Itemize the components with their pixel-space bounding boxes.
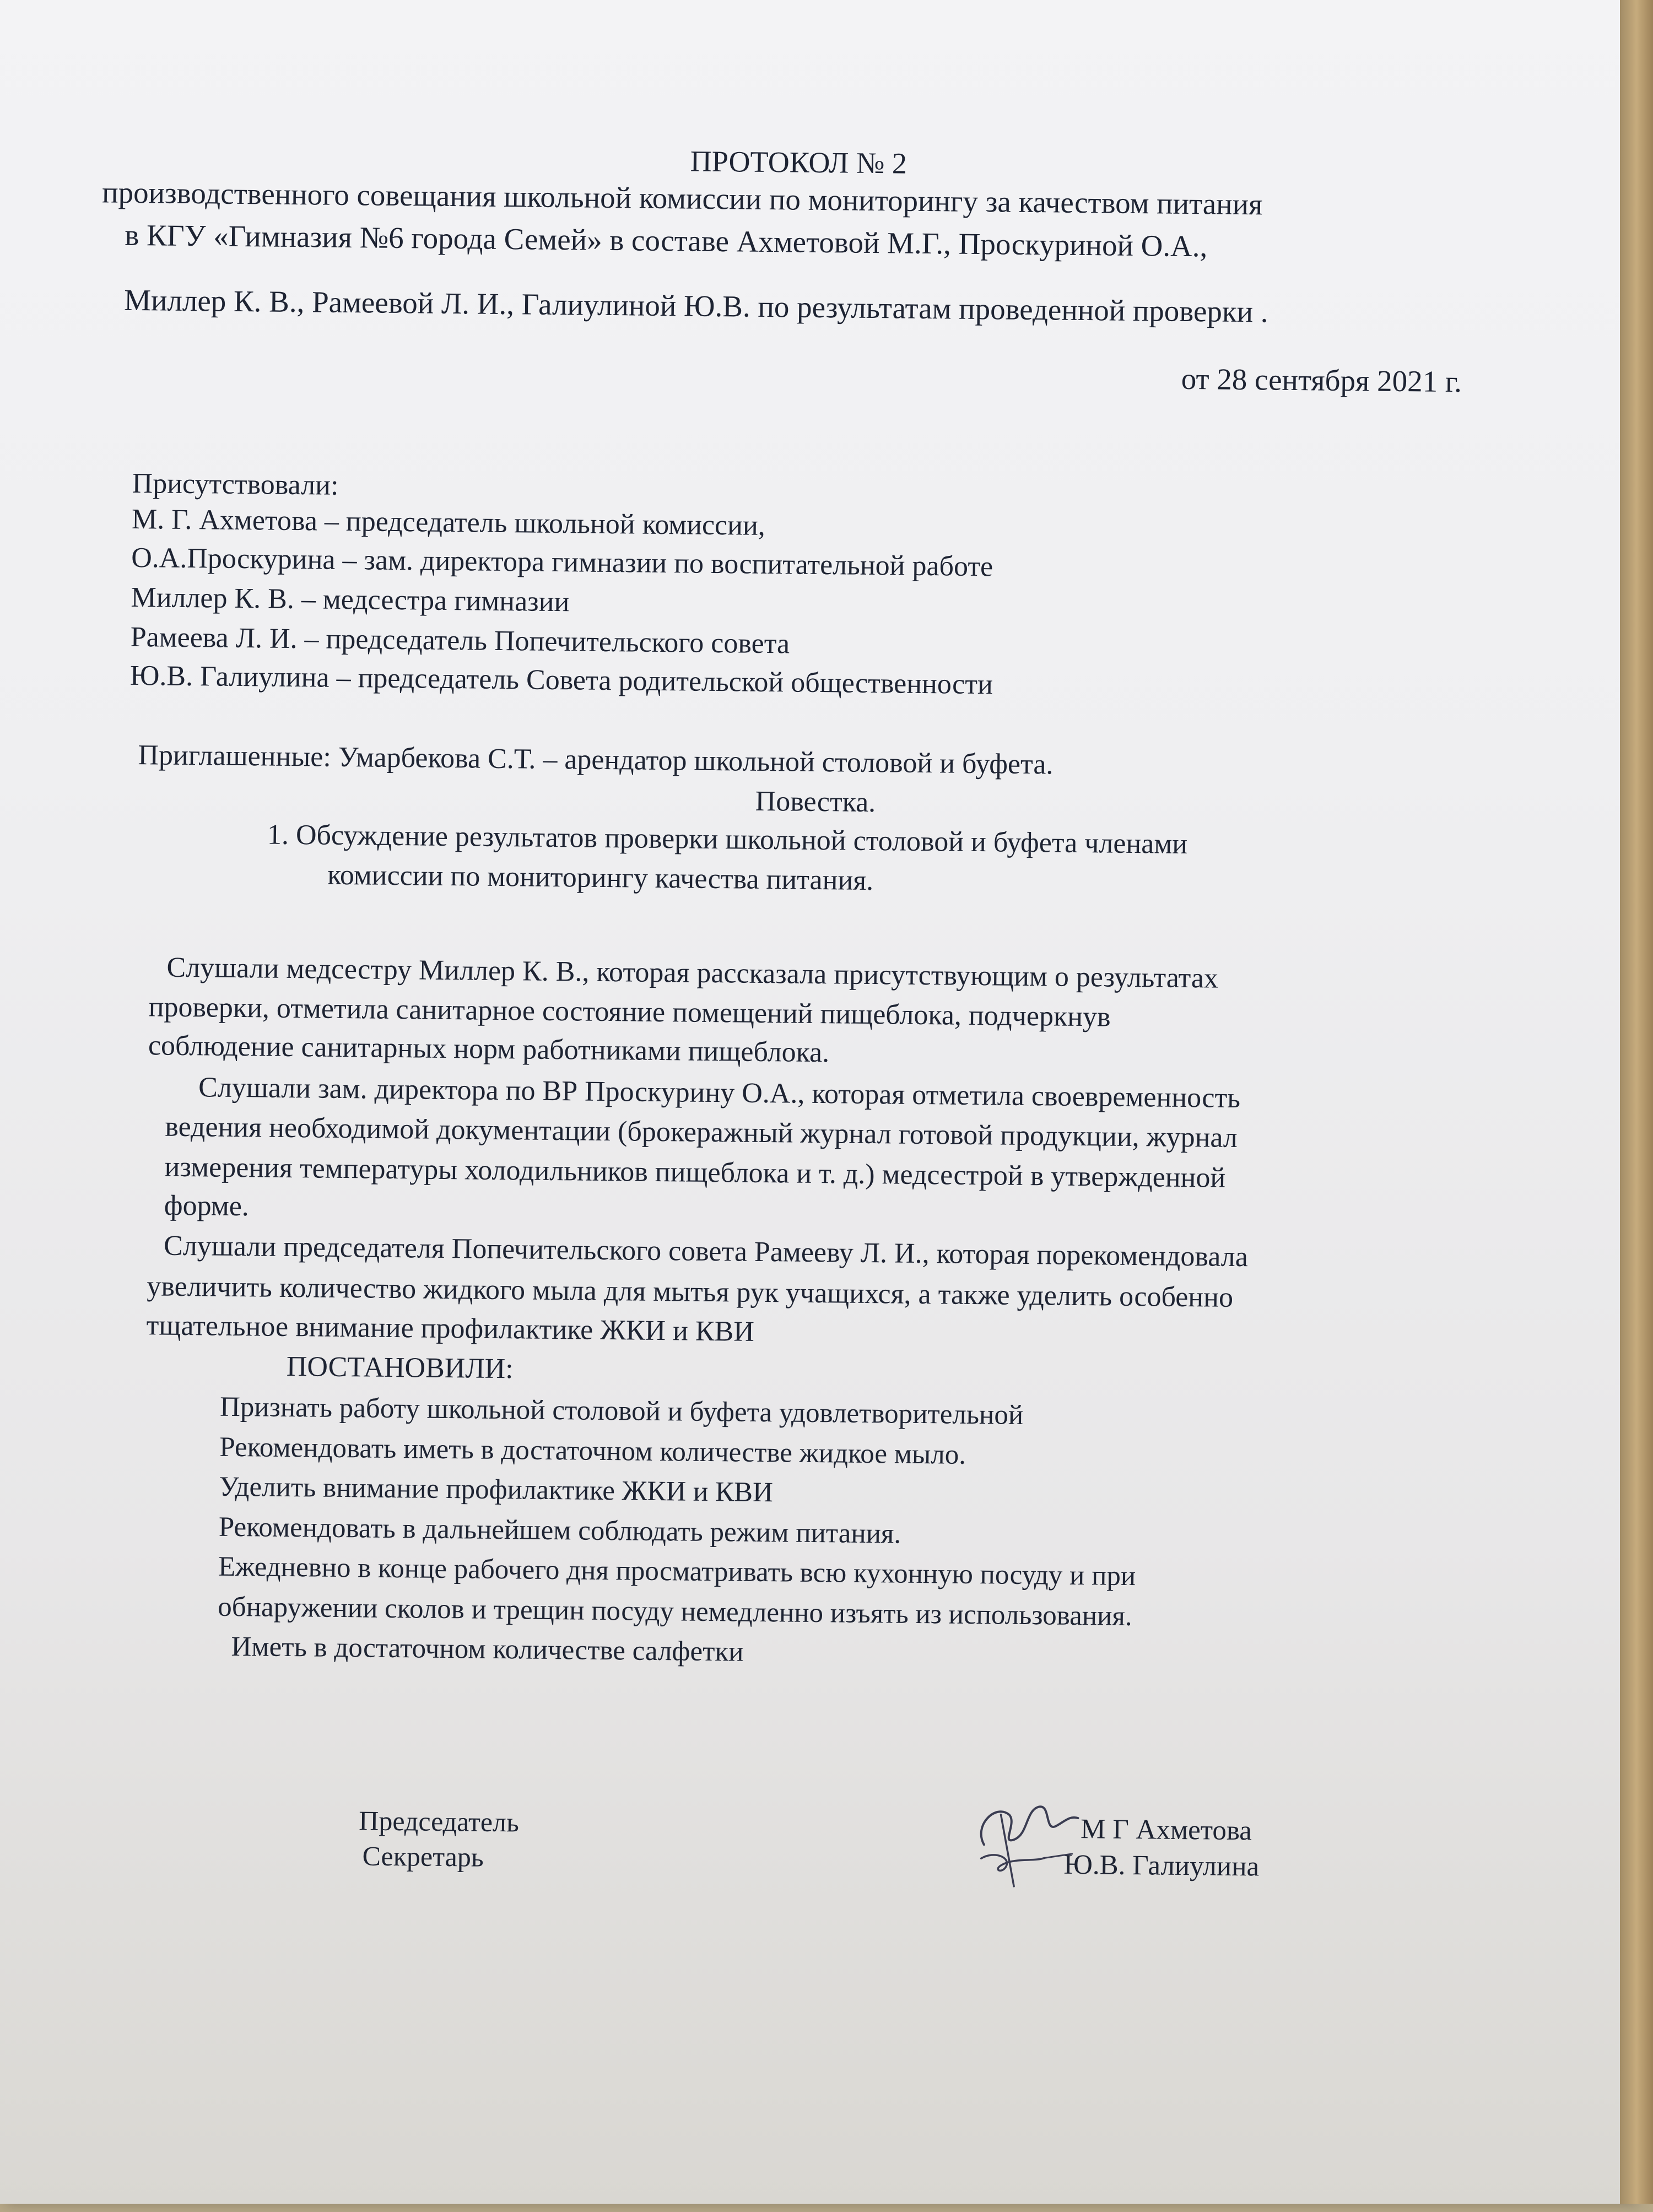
agenda-item-line: комиссии по мониторингу качества питания. [327, 859, 874, 897]
paragraph-line: форме. [164, 1189, 250, 1223]
paragraph-line: Слушали зам. директора по ВР Проскурину О.А., которая отметила своевременность [198, 1072, 1241, 1115]
paragraph-line: ведения необходимой документации (брокеражный журнал готовой продукции, журнал [165, 1111, 1238, 1154]
attendees-label: Присутствовали: [132, 467, 339, 501]
decision-item: Рекомендовать иметь в достаточном количестве жидкое мыло. [219, 1431, 966, 1470]
paragraph-line: измерения температуры холодильников пищеблока и т. д.) медсестрой в утвержденной [164, 1151, 1226, 1194]
decision-item: обнаружении сколов и трещин посуду немедленно изъять из использования. [218, 1591, 1132, 1632]
paragraph-line: проверки, отметила санитарное состояние помещений пищеблока, подчеркнув [148, 991, 1111, 1033]
decision-title: ПОСТАНОВИЛИ: [286, 1350, 514, 1385]
document-subtitle-line-1: производственного совещания школьной комиссии по мониторингу за качеством питания [101, 175, 1263, 221]
invited-line: Приглашенные: Умарбекова С.Т. – арендатор школьной столовой и буфета. [138, 739, 1054, 781]
chair-name: М Г Ахметова [1080, 1814, 1252, 1847]
paragraph-line: Слушали председателя Попечительского совета Рамееву Л. И., которая порекомендовала [163, 1230, 1249, 1273]
decision-item: Признать работу школьной столовой и буфета удовлетворительной [219, 1391, 1024, 1431]
paragraph-line: соблюдение санитарных норм работниками пищеблока. [148, 1030, 830, 1069]
attendee-line: Рамеева Л. И. – председатель Попечительского совета [130, 621, 790, 660]
agenda-item-line: 1. Обсуждение результатов проверки школьной столовой и буфета членами [267, 819, 1188, 861]
document-subtitle-line-3: Миллер К. В., Рамеевой Л. И., Галиулиной Ю.В. по результатам проведенной проверки . [123, 283, 1268, 329]
chair-role-label: Председатель [359, 1805, 520, 1838]
agenda-title: Повестка. [755, 785, 876, 819]
decision-item: Уделить внимание профилактике ЖКИ и КВИ [219, 1471, 774, 1508]
paragraph-line: тщательное внимание профилактике ЖКИ и КВИ [146, 1310, 755, 1348]
document-subtitle-line-2: в КГУ «Гимназия №6 города Семей» в составе Ахметовой М.Г., Проскуриной О.А., [125, 218, 1208, 263]
decision-item: Иметь в достаточном количестве салфетки [231, 1631, 744, 1668]
attendee-line: О.А.Проскурина – зам. директора гимназии по воспитательной работе [131, 542, 993, 583]
secretary-name: Ю.В. Галиулина [1063, 1849, 1260, 1883]
decision-item: Ежедневно в конце рабочего дня просматривать всю кухонную посуду и при [218, 1551, 1136, 1592]
attendee-line: Миллер К. В. – медсестра гимназии [131, 581, 570, 618]
paragraph-line: Слушали медсестру Миллер К. В., которая рассказала присутствующим о результатах [166, 951, 1219, 994]
handwritten-signature [961, 1792, 1089, 1892]
attendee-line: Ю.В. Галиулина – председатель Совета родительской общественности [129, 659, 993, 701]
decision-item: Рекомендовать в дальнейшем соблюдать режим питания. [218, 1511, 901, 1550]
attendee-line: М. Г. Ахметова – председатель школьной комиссии, [131, 503, 766, 542]
document-date: от 28 сентября 2021 г. [1181, 361, 1462, 399]
document-title: ПРОТОКОЛ № 2 [690, 144, 907, 180]
secretary-role-label: Секретарь [362, 1840, 484, 1873]
paragraph-line: увеличить количество жидкого мыла для мытья рук учащихся, а также уделить особенно [147, 1270, 1234, 1313]
